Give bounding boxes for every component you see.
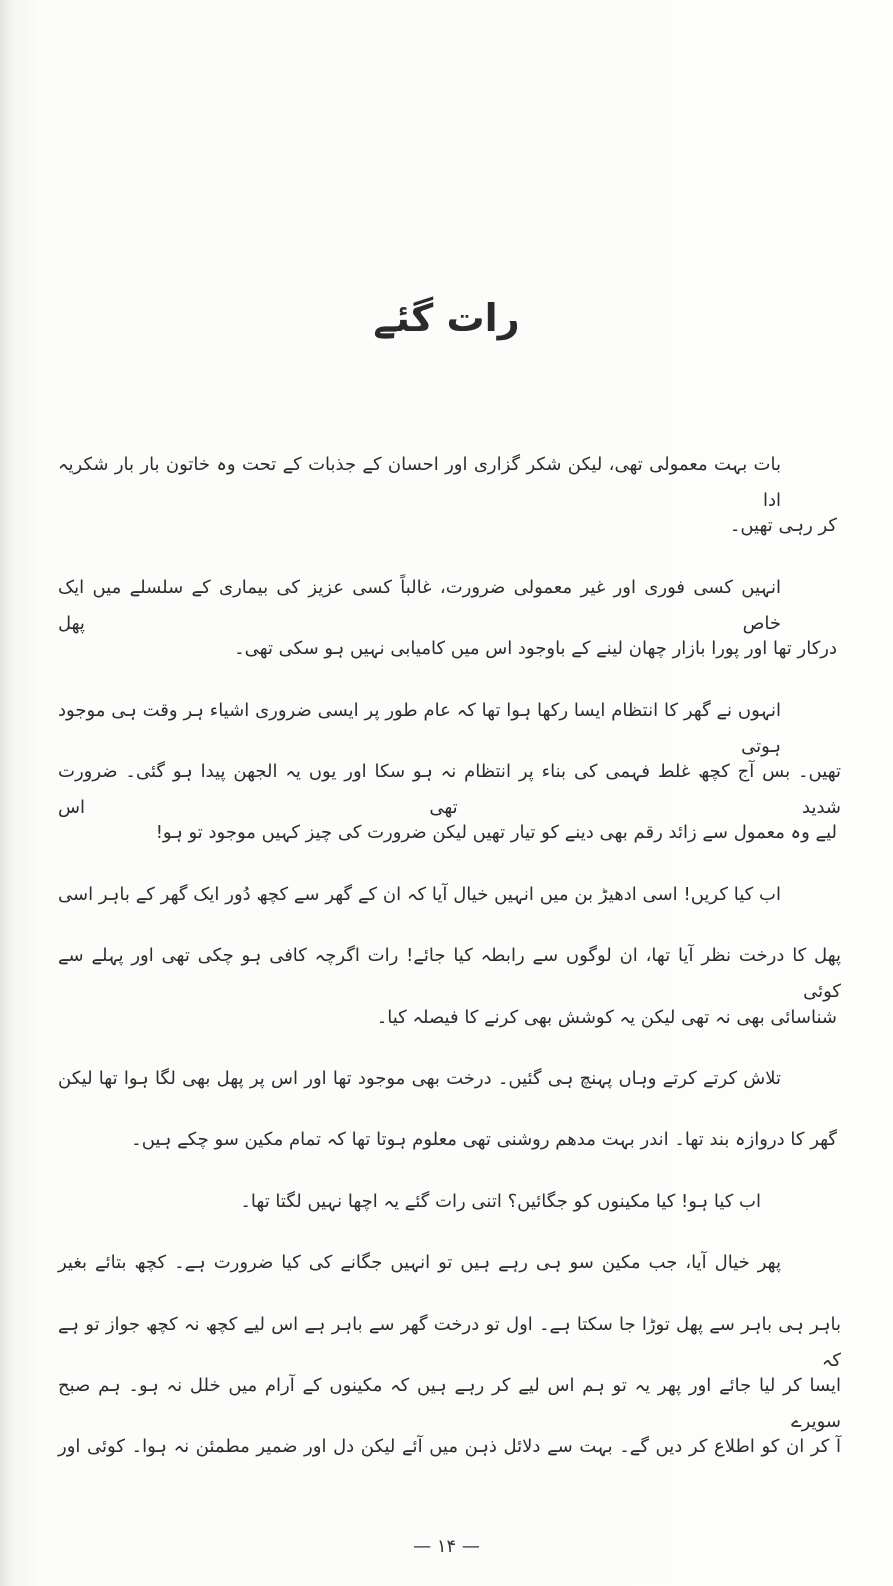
text-line: انہیں کسی فوری اور غیر معمولی ضرورت، غالباً کسی عزیز کی بیماری کے سلسلے میں ایک خاص پھل xyxy=(58,577,781,634)
text-line: آ کر ان کو اطلاع کر دیں گے۔ بہت سے دلائل ذہن میں آئے لیکن دل اور ضمیر مطمئن نہ ہوا۔ کوئی اور xyxy=(58,1436,841,1457)
text-line: بات بہت معمولی تھی، لیکن شکر گزاری اور احسان کے جذبات کے تحت وہ خاتون بار بار شکریہ ادا xyxy=(58,454,781,511)
text-line: انہوں نے گھر کا انتظام ایسا رکھا ہوا تھا کہ عام طور پر ایسی ضروری اشیاء ہر وقت ہی موجود ہوتی xyxy=(58,700,781,757)
page-number: — ۱۴ — xyxy=(413,1536,480,1557)
text-line: اب کیا کریں! اسی ادھیڑ بن میں انہیں خیال آیا کہ ان کے گھر سے کچھ دُور ایک گھر کے باہر اسی xyxy=(58,884,781,905)
text-line: ایسا کر لیا جائے اور پھر یہ تو ہم اس لیے کر رہے ہیں کہ مکینوں کے آرام میں خلل نہ ہو۔ ہم صبح سویرے xyxy=(58,1375,841,1432)
text-line: پھر خیال آیا، جب مکین سو ہی رہے ہیں تو انہیں جگانے کی کیا ضرورت ہے۔ کچھ بتائے بغیر xyxy=(58,1252,781,1273)
text-line: اب کیا ہو! کیا مکینوں کو جگائیں؟ اتنی رات گئے یہ اچھا نہیں لگتا تھا۔ xyxy=(240,1191,761,1212)
text-line: تلاش کرتے کرتے وہاں پہنچ ہی گئیں۔ درخت بھی موجود تھا اور اس پر پھل بھی لگا ہوا تھا لیکن xyxy=(58,1068,781,1089)
text-line: درکار تھا اور پورا بازار چھان لینے کے باوجود اس میں کامیابی نہیں ہو سکی تھی۔ xyxy=(234,638,837,659)
chapter-title: رات گئے xyxy=(373,296,520,340)
text-line: گھر کا دروازہ بند تھا۔ اندر بہت مدھم روشنی تھی معلوم ہوتا تھا کہ تمام مکین سو چکے ہیں۔ xyxy=(131,1129,837,1150)
text-line: باہر ہی باہر سے پھل توڑا جا سکتا ہے۔ اول تو درخت گھر سے باہر ہے اس لیے کچھ نہ کچھ جواز تو ہے کہ xyxy=(58,1314,841,1371)
text-line: لیے وہ معمول سے زائد رقم بھی دینے کو تیار تھیں لیکن ضرورت کی چیز کہیں موجود تو ہو! xyxy=(155,822,837,843)
text-line: شناسائی بھی نہ تھی لیکن یہ کوشش بھی کرنے کا فیصلہ کیا۔ xyxy=(376,1007,837,1028)
text-line: کر رہی تھیں۔ xyxy=(729,515,837,536)
text-line: پھل کا درخت نظر آیا تھا، ان لوگوں سے رابطہ کیا جائے! رات اگرچہ کافی ہو چکی تھی اور پہلے سے کوئی xyxy=(58,945,841,1002)
text-line: تھیں۔ بس آج کچھ غلط فہمی کی بناء پر انتظام نہ ہو سکا اور یوں یہ الجھن پیدا ہو گئی۔ ضرورت شدید تھی اس xyxy=(58,761,841,818)
